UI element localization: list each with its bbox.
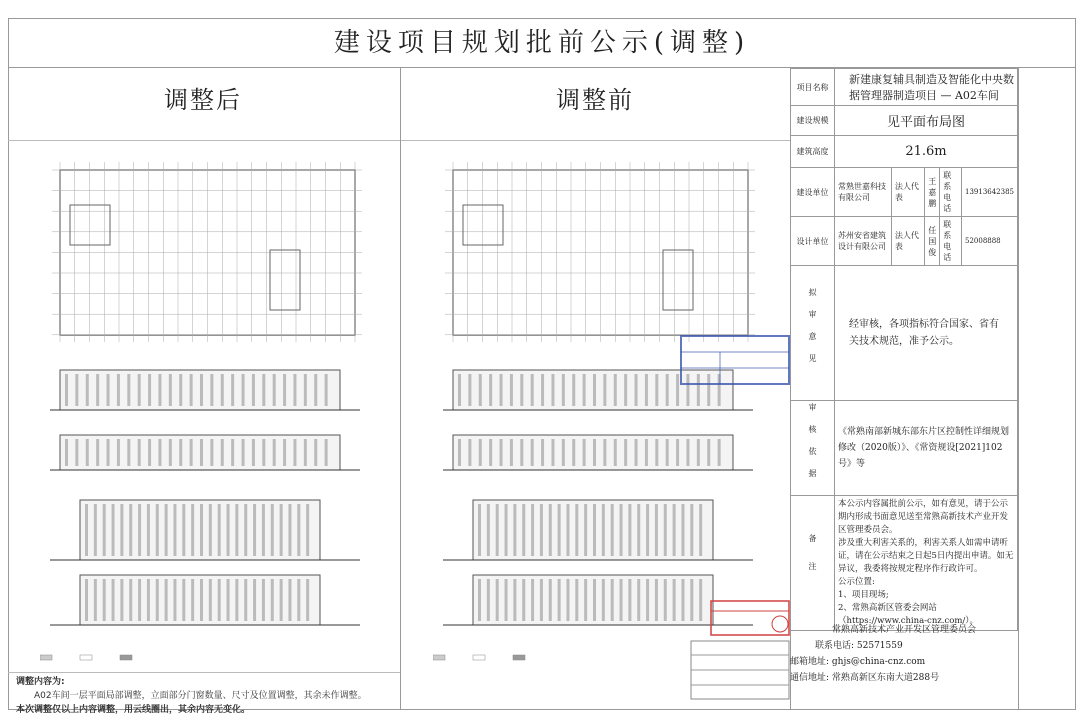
window-strip	[252, 439, 255, 466]
window-strip	[252, 374, 255, 406]
window-strip	[540, 504, 543, 556]
height-label: 建筑高度	[791, 136, 835, 168]
window-strip	[138, 374, 141, 406]
window-strip	[593, 439, 596, 466]
window-strip	[681, 579, 684, 621]
window-strip	[572, 374, 575, 406]
notes-line: A02车间一层平面局部调整，立面部分门窗数量、尺寸及位置调整，其余未作调整。	[34, 691, 367, 701]
window-strip	[253, 579, 256, 621]
window-strip	[645, 374, 648, 406]
window-strip	[165, 579, 168, 621]
window-strip	[138, 504, 141, 556]
window-strip	[673, 504, 676, 556]
window-strip	[262, 579, 265, 621]
window-strip	[458, 439, 461, 466]
window-strip	[158, 374, 161, 406]
window-strip	[614, 439, 617, 466]
basis-label: 审核依据	[807, 403, 817, 491]
remark-line: 涉及重大利害关系的，利害关系人如需申请听证，请在公示结束之日起5日内提出申请。如无异议，我委将按规定程序作行政许可。	[837, 538, 1014, 574]
window-strip	[628, 579, 631, 621]
window-strip	[200, 504, 203, 556]
window-strip	[635, 374, 638, 406]
window-strip	[288, 579, 291, 621]
window-strip	[520, 439, 523, 466]
divider	[401, 140, 790, 141]
window-strip	[558, 504, 561, 556]
window-strip	[513, 579, 516, 621]
window-strip	[297, 579, 300, 621]
window-strip	[306, 504, 309, 556]
window-strip	[478, 504, 481, 556]
window-strip	[85, 579, 88, 621]
window-strip	[505, 504, 508, 556]
window-strip	[182, 504, 185, 556]
window-strip	[673, 579, 676, 621]
adjustment-notes	[8, 672, 400, 719]
window-strip	[94, 579, 97, 621]
window-strip	[262, 439, 265, 466]
window-strip	[148, 439, 151, 466]
window-strip	[541, 374, 544, 406]
window-strip	[235, 504, 238, 556]
legend-swatch	[433, 655, 445, 660]
window-strip	[551, 374, 554, 406]
window-strip	[280, 504, 283, 556]
window-strip	[297, 504, 300, 556]
window-strip	[190, 439, 193, 466]
opinion-value: 经审核，各项指标符合国家、省有关技术规范，准予公示。	[834, 266, 1017, 401]
legal-rep-label: 法人代表	[891, 168, 924, 217]
footer-email: 邮箱地址: ghjs@china-cnz.com	[790, 657, 926, 667]
divider	[8, 140, 400, 141]
window-strip	[549, 579, 552, 621]
window-strip	[325, 439, 328, 466]
window-strip	[231, 439, 234, 466]
window-strip	[120, 579, 123, 621]
window-strip	[156, 579, 159, 621]
divider	[400, 68, 401, 710]
window-strip	[583, 439, 586, 466]
window-strip	[510, 439, 513, 466]
window-strip	[271, 579, 274, 621]
window-strip	[522, 504, 525, 556]
legend-swatch	[473, 655, 485, 660]
window-strip	[664, 579, 667, 621]
window-strip	[655, 374, 658, 406]
footer-phone: 联系电话: 52571559	[815, 641, 903, 651]
window-strip	[253, 504, 256, 556]
legend-swatch	[120, 655, 132, 660]
window-strip	[500, 374, 503, 406]
window-strip	[513, 504, 516, 556]
window-strip	[210, 439, 213, 466]
window-strip	[117, 439, 120, 466]
window-strip	[531, 579, 534, 621]
remark-line: 公示位置:	[837, 577, 875, 587]
window-strip	[221, 374, 224, 406]
window-strip	[510, 374, 513, 406]
window-strip	[273, 439, 276, 466]
window-strip	[147, 579, 150, 621]
builder-phone: 13913642385	[962, 168, 1018, 217]
window-strip	[169, 374, 172, 406]
window-strip	[575, 579, 578, 621]
builder-value: 常熟世嘉科技有限公司	[834, 168, 891, 217]
window-strip	[209, 504, 212, 556]
window-strip	[602, 579, 605, 621]
approval-stamp-blue	[680, 335, 790, 385]
window-strip	[522, 579, 525, 621]
builder-rep: 王嘉鹏	[925, 168, 940, 217]
window-strip	[637, 579, 640, 621]
window-strip	[200, 439, 203, 466]
window-strip	[593, 374, 596, 406]
scale-label: 建设规模	[791, 106, 835, 136]
window-strip	[129, 579, 132, 621]
window-strip	[200, 374, 203, 406]
window-strip	[575, 504, 578, 556]
window-strip	[620, 579, 623, 621]
window-strip	[244, 579, 247, 621]
window-strip	[129, 504, 132, 556]
window-strip	[603, 374, 606, 406]
window-strip	[169, 439, 172, 466]
window-strip	[173, 504, 176, 556]
window-strip	[602, 504, 605, 556]
window-strip	[156, 504, 159, 556]
window-strip	[624, 439, 627, 466]
divider	[1018, 68, 1019, 710]
window-strip	[699, 504, 702, 556]
window-strip	[86, 374, 89, 406]
window-strip	[551, 439, 554, 466]
window-strip	[107, 374, 110, 406]
basis-value: 《常熟南部新城东部东片区控制性详细规划修改（2020版）》、《常资规设[2021]102号》等	[834, 401, 1017, 496]
footer-org: 常熟高新技术产业开发区管理委员会	[831, 625, 976, 635]
window-strip	[566, 504, 569, 556]
window-strip	[147, 504, 150, 556]
legend-swatch	[80, 655, 92, 660]
window-strip	[584, 579, 587, 621]
window-strip	[458, 374, 461, 406]
window-strip	[637, 504, 640, 556]
window-strip	[182, 579, 185, 621]
window-strip	[583, 374, 586, 406]
remark-line: 本公示内容属批前公示，如有意见，请于公示期内形成书面意见送至常熟高新技术产业开发区管理委员会。	[837, 499, 1008, 535]
window-strip	[218, 504, 221, 556]
window-strip	[244, 504, 247, 556]
window-strip	[593, 504, 596, 556]
window-strip	[611, 504, 614, 556]
legend-swatch	[513, 655, 525, 660]
phone-label: 联系电话	[940, 168, 962, 217]
designer-label: 设计单位	[791, 217, 835, 266]
footer-contact	[790, 612, 1018, 712]
window-strip	[479, 374, 482, 406]
designer-phone: 52008888	[962, 217, 1018, 266]
window-strip	[699, 579, 702, 621]
height-value: 21.6m	[834, 136, 1017, 168]
window-strip	[85, 504, 88, 556]
window-strip	[227, 504, 230, 556]
window-strip	[566, 579, 569, 621]
legal-rep-label: 法人代表	[891, 217, 924, 266]
window-strip	[500, 439, 503, 466]
window-strip	[218, 579, 221, 621]
window-strip	[304, 374, 307, 406]
legend-swatch	[40, 655, 52, 660]
window-strip	[697, 439, 700, 466]
scale-value: 见平面布局图	[834, 106, 1017, 136]
notes-heading: 调整内容为:	[16, 677, 65, 687]
window-strip	[138, 439, 141, 466]
window-strip	[620, 504, 623, 556]
notes-line: 本次调整仅以上内容调整，用云线圈出，其余内容无变化。	[16, 705, 251, 715]
window-strip	[562, 439, 565, 466]
window-strip	[231, 374, 234, 406]
window-strip	[117, 374, 120, 406]
window-strip	[65, 374, 68, 406]
window-strip	[304, 439, 307, 466]
window-strip	[235, 579, 238, 621]
window-strip	[191, 504, 194, 556]
window-strip	[645, 439, 648, 466]
window-strip	[572, 439, 575, 466]
window-strip	[209, 579, 212, 621]
window-strip	[562, 374, 565, 406]
window-strip	[293, 374, 296, 406]
registration-stamp	[690, 640, 790, 700]
window-strip	[489, 439, 492, 466]
window-strip	[112, 579, 115, 621]
window-strip	[112, 504, 115, 556]
window-strip	[646, 504, 649, 556]
panel-title-after: 调整后	[164, 86, 242, 114]
window-strip	[628, 504, 631, 556]
window-strip	[280, 579, 283, 621]
window-strip	[96, 439, 99, 466]
window-strip	[200, 579, 203, 621]
window-strip	[478, 579, 481, 621]
window-strip	[718, 439, 721, 466]
window-strip	[314, 439, 317, 466]
window-strip	[127, 374, 130, 406]
window-strip	[288, 504, 291, 556]
window-strip	[487, 504, 490, 556]
window-strip	[593, 579, 596, 621]
window-strip	[489, 374, 492, 406]
window-strip	[666, 374, 669, 406]
window-strip	[148, 374, 151, 406]
window-strip	[558, 579, 561, 621]
window-strip	[690, 504, 693, 556]
window-strip	[262, 374, 265, 406]
window-strip	[676, 374, 679, 406]
window-strip	[624, 374, 627, 406]
window-strip	[707, 439, 710, 466]
window-strip	[273, 374, 276, 406]
window-strip	[603, 439, 606, 466]
window-strip	[107, 439, 110, 466]
window-strip	[262, 504, 265, 556]
window-strip	[655, 504, 658, 556]
window-strip	[496, 504, 499, 556]
window-strip	[664, 504, 667, 556]
window-strip	[103, 504, 106, 556]
info-table	[790, 68, 1018, 631]
remarks-label: 备注	[807, 534, 817, 590]
page-title: 建设项目规划批前公示(调整)	[8, 18, 1076, 68]
window-strip	[487, 579, 490, 621]
window-strip	[611, 579, 614, 621]
window-strip	[75, 374, 78, 406]
window-strip	[179, 439, 182, 466]
window-strip	[690, 579, 693, 621]
window-strip	[103, 579, 106, 621]
designer-value: 苏州安省建筑设计有限公司	[834, 217, 891, 266]
window-strip	[75, 439, 78, 466]
window-strip	[468, 439, 471, 466]
window-strip	[655, 439, 658, 466]
window-strip	[227, 579, 230, 621]
window-strip	[584, 504, 587, 556]
footer-address: 通信地址: 常熟高新区东南大道288号	[790, 673, 940, 683]
window-strip	[86, 439, 89, 466]
seal-stamp-red	[710, 600, 790, 636]
panel-title-before: 调整前	[556, 86, 634, 114]
window-strip	[541, 439, 544, 466]
window-strip	[635, 439, 638, 466]
phone-label: 联系电话	[940, 217, 962, 266]
window-strip	[676, 439, 679, 466]
window-strip	[271, 504, 274, 556]
window-strip	[520, 374, 523, 406]
window-strip	[614, 374, 617, 406]
remark-line: 2、常熟高新区管委会网站（https://www.china-cnz.com/）。	[837, 603, 979, 626]
room	[270, 250, 300, 310]
drawing-before	[433, 150, 783, 670]
window-strip	[293, 439, 296, 466]
window-strip	[242, 374, 245, 406]
window-strip	[221, 439, 224, 466]
window-strip	[646, 579, 649, 621]
window-strip	[681, 504, 684, 556]
window-strip	[549, 504, 552, 556]
window-strip	[210, 374, 213, 406]
window-strip	[540, 579, 543, 621]
opinion-label: 拟审意见	[807, 288, 817, 376]
window-strip	[190, 374, 193, 406]
window-strip	[120, 504, 123, 556]
window-strip	[686, 439, 689, 466]
window-strip	[283, 374, 286, 406]
window-strip	[165, 504, 168, 556]
designer-rep: 任国俊	[925, 217, 940, 266]
window-strip	[173, 579, 176, 621]
window-strip	[242, 439, 245, 466]
window-strip	[179, 374, 182, 406]
window-strip	[531, 374, 534, 406]
window-strip	[496, 579, 499, 621]
project-name: 新建康复辅具制造及智能化中央数据管理器制造项目 — A02车间	[834, 69, 1017, 106]
builder-label: 建设单位	[791, 168, 835, 217]
window-strip	[283, 439, 286, 466]
window-strip	[138, 579, 141, 621]
window-strip	[666, 439, 669, 466]
room	[663, 250, 693, 310]
window-strip	[468, 374, 471, 406]
window-strip	[325, 374, 328, 406]
window-strip	[655, 579, 658, 621]
window-strip	[531, 504, 534, 556]
window-strip	[531, 439, 534, 466]
project-name-label: 项目名称	[791, 69, 835, 106]
remark-line: 1、项目现场;	[837, 590, 889, 600]
window-strip	[314, 374, 317, 406]
drawing-after	[40, 150, 390, 670]
window-strip	[127, 439, 130, 466]
window-strip	[158, 439, 161, 466]
window-strip	[306, 579, 309, 621]
window-strip	[94, 504, 97, 556]
window-strip	[191, 579, 194, 621]
window-strip	[505, 579, 508, 621]
window-strip	[479, 439, 482, 466]
window-strip	[96, 374, 99, 406]
window-strip	[65, 439, 68, 466]
